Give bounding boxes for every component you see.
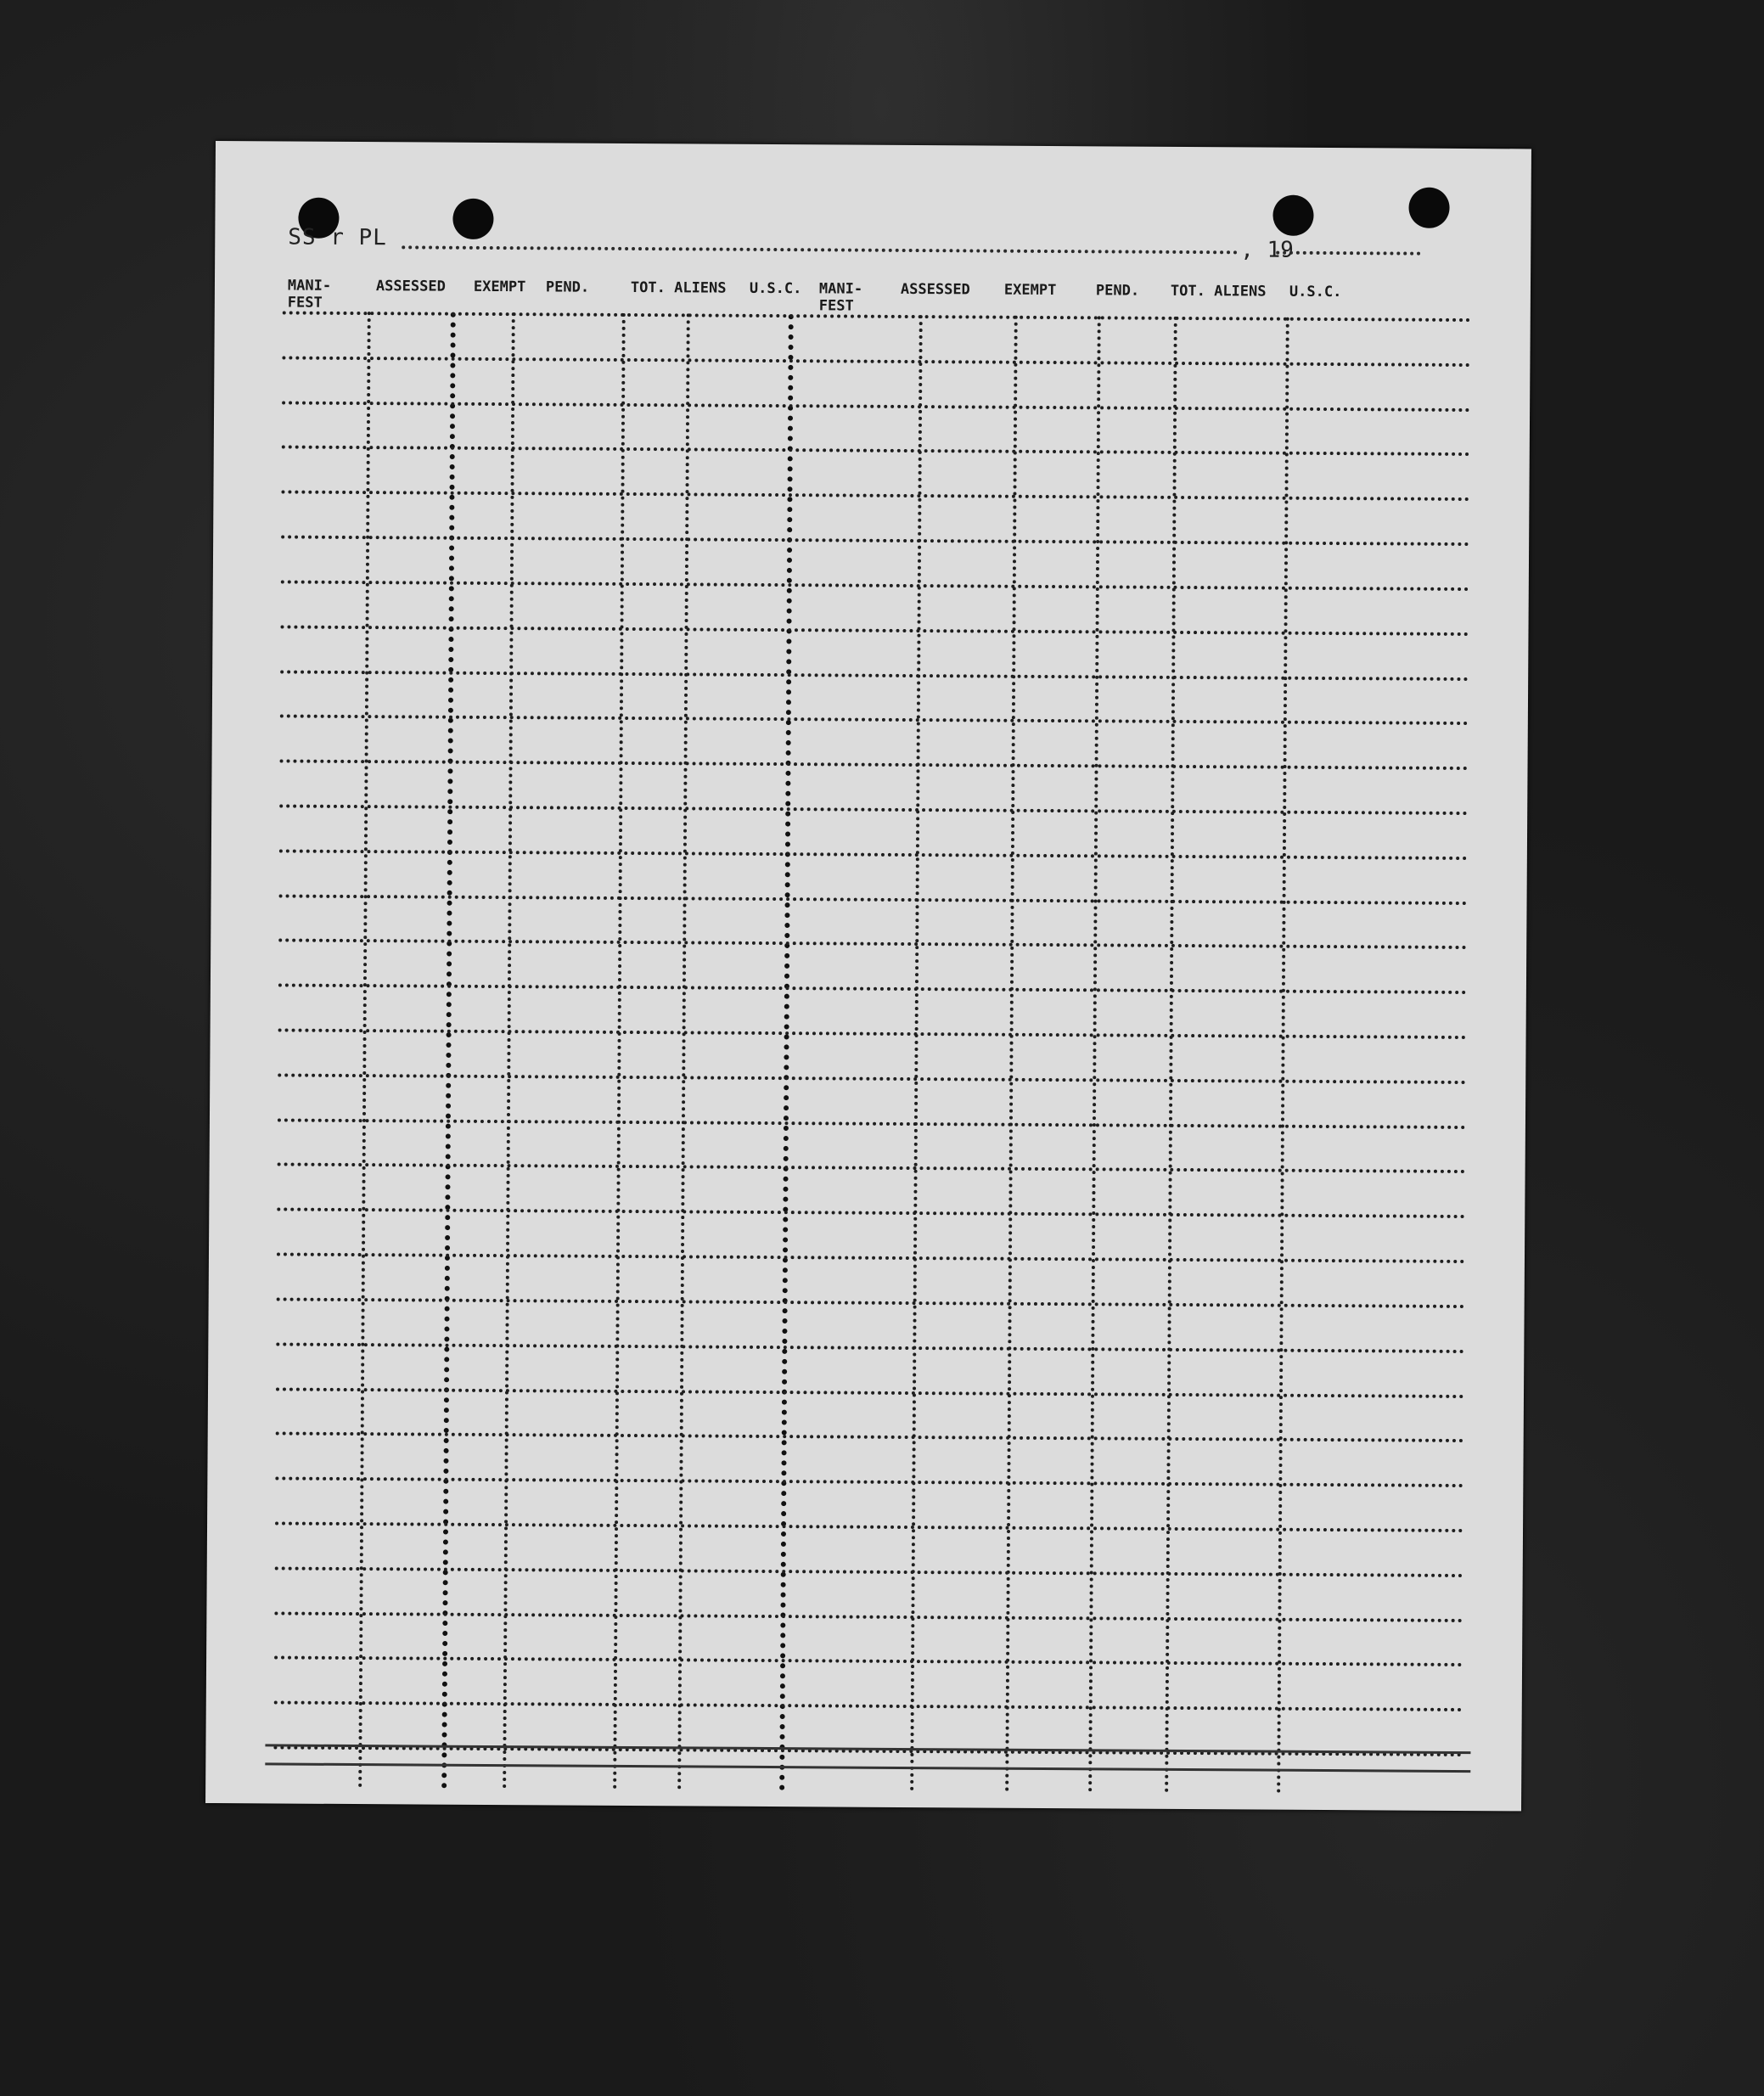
grid-row-line [278, 1118, 1466, 1129]
grid-row-line [278, 1028, 1467, 1039]
grid-row-line [274, 1700, 1463, 1711]
year-dotted-line [1276, 251, 1420, 256]
grid-row-line [280, 670, 1469, 681]
grid-row-line [281, 490, 1469, 501]
column-header: U.S.C. [1289, 283, 1342, 301]
grid-row-line [278, 1073, 1466, 1084]
grid-row-line [276, 1342, 1464, 1353]
grid-row-line [280, 625, 1469, 636]
form-sheet [205, 141, 1531, 1811]
grid-row-line [278, 983, 1467, 994]
grid-row-line [281, 580, 1469, 591]
grid-row-line [275, 1566, 1463, 1577]
grid-row-line [280, 714, 1469, 725]
grid-row-line [277, 1297, 1465, 1308]
grid-row-line [278, 1162, 1466, 1173]
column-header: TOT. ALIENS [1170, 282, 1267, 301]
punch-hole-icon [1408, 188, 1449, 228]
column-header: TOT. ALIENS [630, 278, 727, 297]
grid-row-line [277, 1207, 1465, 1218]
grid-row-line [283, 311, 1471, 322]
column-header: MANI- FEST [287, 277, 332, 312]
ship-name-label: SS r PL [288, 224, 387, 251]
grid-row-line [275, 1476, 1463, 1487]
grid-row-line [274, 1611, 1463, 1622]
column-header: U.S.C. [749, 279, 802, 298]
column-header: PEND. [1095, 282, 1140, 300]
column-header: PEND. [545, 278, 590, 296]
column-header: EXEMPT [1003, 281, 1057, 300]
grid-row-line [276, 1387, 1464, 1398]
column-header: ASSESSED [375, 278, 446, 295]
grid-row-line [278, 938, 1467, 949]
year-label: , 19 [1240, 237, 1294, 263]
grid-row-line [276, 1431, 1464, 1442]
grid-row-line [279, 804, 1468, 815]
column-header: ASSESSED [900, 280, 970, 299]
column-header: MANI- FEST [818, 280, 863, 315]
grid-row-line [282, 401, 1470, 412]
punch-hole-icon [452, 199, 493, 239]
grid-row-line [282, 356, 1470, 367]
grid-row-line [280, 759, 1469, 770]
grid-row-line [274, 1655, 1463, 1666]
ship-name-dotted-line [402, 245, 1238, 254]
grid-row-line [277, 1252, 1465, 1263]
grid-row-line [279, 849, 1468, 860]
tally-grid [273, 311, 1471, 1795]
punch-hole-icon [1272, 195, 1313, 236]
grid-row-line [275, 1521, 1463, 1532]
grid-row-line [279, 894, 1468, 905]
grid-row-line [282, 445, 1470, 456]
column-header: EXEMPT [473, 278, 526, 296]
grid-row-line [281, 535, 1469, 546]
